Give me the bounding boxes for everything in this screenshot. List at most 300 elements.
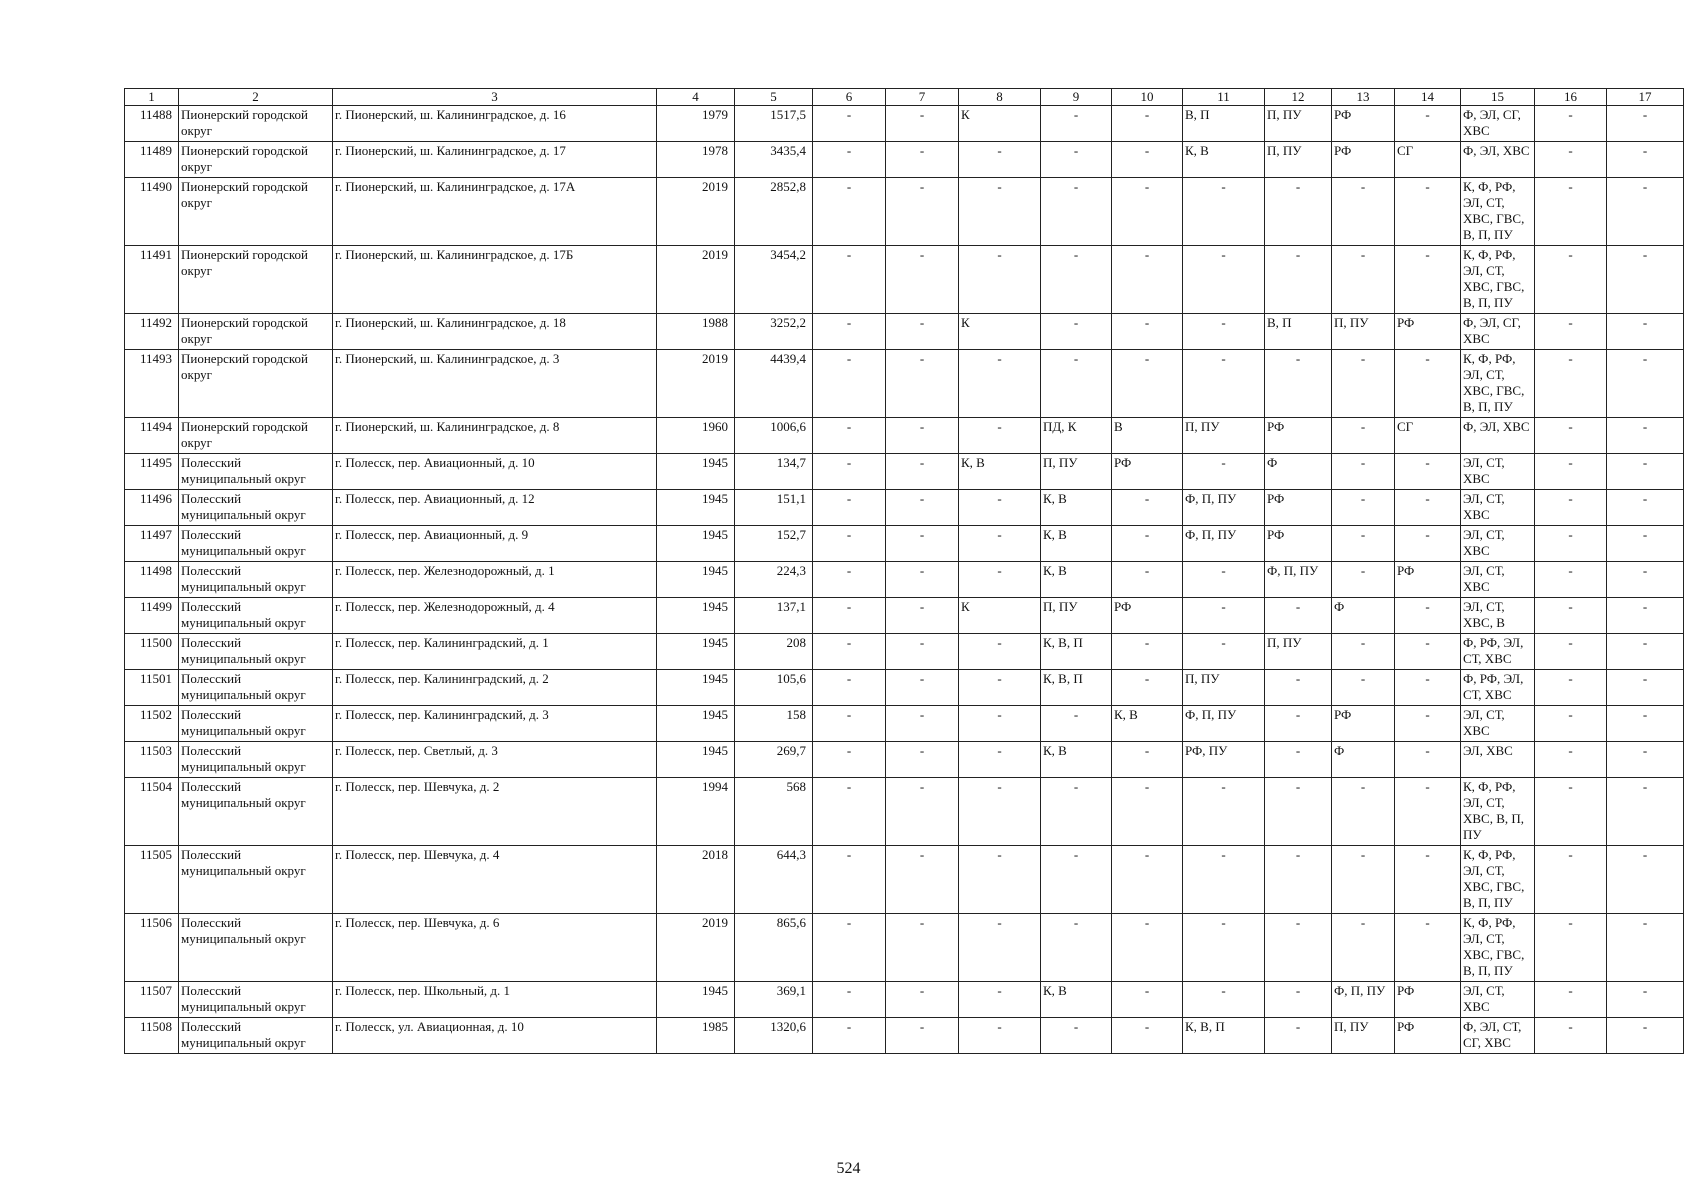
column-header-5: 5 xyxy=(735,89,813,106)
col-8-cell: - xyxy=(959,418,1041,454)
col-8-cell: К xyxy=(959,598,1041,634)
col-17-cell: - xyxy=(1607,742,1684,778)
area-cell: 158 xyxy=(735,706,813,742)
municipality-cell: Полесский муниципальный округ xyxy=(179,846,333,914)
table-row xyxy=(125,106,1684,142)
col-10-cell: - xyxy=(1112,778,1183,846)
col-16-cell: - xyxy=(1535,670,1607,706)
col-12-cell: - xyxy=(1265,246,1332,314)
col-8-cell: К xyxy=(959,106,1041,142)
year-built-cell: 1978 xyxy=(657,142,735,178)
record-number-cell: 11505 xyxy=(125,846,179,914)
col-11-cell: - xyxy=(1183,598,1265,634)
year-built-cell: 1988 xyxy=(657,314,735,350)
record-number-cell: 11506 xyxy=(125,914,179,982)
col-15-cell: Ф, ЭЛ, СГ, ХВС xyxy=(1461,106,1535,142)
col-17-cell: - xyxy=(1607,490,1684,526)
col-8-cell: - xyxy=(959,1018,1041,1054)
year-built-cell: 2019 xyxy=(657,914,735,982)
col-15-cell: Ф, ЭЛ, ХВС xyxy=(1461,142,1535,178)
col-7-cell: - xyxy=(886,526,959,562)
col-15-cell: Ф, ЭЛ, СТ, СГ, ХВС xyxy=(1461,1018,1535,1054)
col-17-cell: - xyxy=(1607,178,1684,246)
col-6-cell: - xyxy=(813,846,886,914)
col-7-cell: - xyxy=(886,314,959,350)
col-10-cell: - xyxy=(1112,634,1183,670)
address-cell: г. Полесск, пер. Калининградский, д. 3 xyxy=(333,706,657,742)
col-10-cell: - xyxy=(1112,982,1183,1018)
table-row xyxy=(125,562,1684,598)
col-15-cell: К, Ф, РФ, ЭЛ, СТ, ХВС, ГВС, В, П, ПУ xyxy=(1461,914,1535,982)
col-8-cell: - xyxy=(959,846,1041,914)
col-7-cell: - xyxy=(886,142,959,178)
col-14-cell: СГ xyxy=(1395,142,1461,178)
column-header-10: 10 xyxy=(1112,89,1183,106)
col-14-cell: РФ xyxy=(1395,314,1461,350)
area-cell: 2852,8 xyxy=(735,178,813,246)
area-cell: 865,6 xyxy=(735,914,813,982)
municipality-cell: Полесский муниципальный округ xyxy=(179,914,333,982)
municipality-cell: Пионерский городской округ xyxy=(179,106,333,142)
year-built-cell: 2019 xyxy=(657,178,735,246)
col-12-cell: В, П xyxy=(1265,314,1332,350)
area-cell: 1320,6 xyxy=(735,1018,813,1054)
col-8-cell: - xyxy=(959,778,1041,846)
area-cell: 269,7 xyxy=(735,742,813,778)
area-cell: 105,6 xyxy=(735,670,813,706)
address-cell: г. Пионерский, ш. Калининградское, д. 18 xyxy=(333,314,657,350)
col-14-cell: РФ xyxy=(1395,562,1461,598)
col-6-cell: - xyxy=(813,142,886,178)
col-7-cell: - xyxy=(886,178,959,246)
address-cell: г. Полесск, пер. Шевчука, д. 2 xyxy=(333,778,657,846)
col-11-cell: - xyxy=(1183,454,1265,490)
col-17-cell: - xyxy=(1607,670,1684,706)
municipality-cell: Пионерский городской округ xyxy=(179,418,333,454)
col-16-cell: - xyxy=(1535,778,1607,846)
col-9-cell: П, ПУ xyxy=(1041,598,1112,634)
area-cell: 3435,4 xyxy=(735,142,813,178)
record-number-cell: 11492 xyxy=(125,314,179,350)
col-13-cell: Ф xyxy=(1332,598,1395,634)
col-17-cell: - xyxy=(1607,982,1684,1018)
col-16-cell: - xyxy=(1535,526,1607,562)
municipality-cell: Полесский муниципальный округ xyxy=(179,634,333,670)
col-12-cell: - xyxy=(1265,742,1332,778)
col-13-cell: РФ xyxy=(1332,142,1395,178)
area-cell: 568 xyxy=(735,778,813,846)
table-row xyxy=(125,454,1684,490)
table-row xyxy=(125,246,1684,314)
address-cell: г. Полесск, пер. Авиационный, д. 10 xyxy=(333,454,657,490)
col-16-cell: - xyxy=(1535,914,1607,982)
year-built-cell: 1994 xyxy=(657,778,735,846)
col-8-cell: - xyxy=(959,634,1041,670)
col-7-cell: - xyxy=(886,350,959,418)
col-12-cell: - xyxy=(1265,1018,1332,1054)
col-17-cell: - xyxy=(1607,706,1684,742)
col-17-cell: - xyxy=(1607,142,1684,178)
col-10-cell: - xyxy=(1112,142,1183,178)
col-10-cell: - xyxy=(1112,670,1183,706)
record-number-cell: 11495 xyxy=(125,454,179,490)
col-6-cell: - xyxy=(813,706,886,742)
municipality-cell: Полесский муниципальный округ xyxy=(179,742,333,778)
col-15-cell: ЭЛ, СТ, ХВС, В xyxy=(1461,598,1535,634)
col-7-cell: - xyxy=(886,246,959,314)
col-9-cell: - xyxy=(1041,778,1112,846)
col-8-cell: - xyxy=(959,246,1041,314)
col-9-cell: - xyxy=(1041,314,1112,350)
record-number-cell: 11496 xyxy=(125,490,179,526)
column-header-16: 16 xyxy=(1535,89,1607,106)
record-number-cell: 11508 xyxy=(125,1018,179,1054)
col-16-cell: - xyxy=(1535,846,1607,914)
col-10-cell: - xyxy=(1112,526,1183,562)
column-header-12: 12 xyxy=(1265,89,1332,106)
municipality-cell: Пионерский городской округ xyxy=(179,246,333,314)
col-12-cell: - xyxy=(1265,670,1332,706)
col-6-cell: - xyxy=(813,350,886,418)
col-6-cell: - xyxy=(813,914,886,982)
col-8-cell: - xyxy=(959,142,1041,178)
record-number-cell: 11498 xyxy=(125,562,179,598)
col-16-cell: - xyxy=(1535,562,1607,598)
column-header-6: 6 xyxy=(813,89,886,106)
col-13-cell: Ф xyxy=(1332,742,1395,778)
year-built-cell: 1945 xyxy=(657,454,735,490)
col-15-cell: ЭЛ, СТ, ХВС xyxy=(1461,982,1535,1018)
col-13-cell: - xyxy=(1332,526,1395,562)
address-cell: г. Полесск, пер. Авиационный, д. 9 xyxy=(333,526,657,562)
table-row xyxy=(125,742,1684,778)
address-cell: г. Полесск, пер. Шевчука, д. 6 xyxy=(333,914,657,982)
col-11-cell: - xyxy=(1183,778,1265,846)
col-6-cell: - xyxy=(813,742,886,778)
col-9-cell: К, В, П xyxy=(1041,670,1112,706)
col-9-cell: К, В xyxy=(1041,982,1112,1018)
col-7-cell: - xyxy=(886,846,959,914)
col-9-cell: - xyxy=(1041,106,1112,142)
col-15-cell: ЭЛ, СТ, ХВС xyxy=(1461,706,1535,742)
col-11-cell: - xyxy=(1183,314,1265,350)
col-16-cell: - xyxy=(1535,106,1607,142)
col-7-cell: - xyxy=(886,562,959,598)
header-row xyxy=(125,89,1684,106)
col-10-cell: - xyxy=(1112,106,1183,142)
col-11-cell: - xyxy=(1183,846,1265,914)
col-7-cell: - xyxy=(886,106,959,142)
col-15-cell: ЭЛ, СТ, ХВС xyxy=(1461,490,1535,526)
address-cell: г. Полесск, ул. Авиационная, д. 10 xyxy=(333,1018,657,1054)
col-17-cell: - xyxy=(1607,526,1684,562)
column-header-9: 9 xyxy=(1041,89,1112,106)
col-11-cell: РФ, ПУ xyxy=(1183,742,1265,778)
column-header-4: 4 xyxy=(657,89,735,106)
area-cell: 134,7 xyxy=(735,454,813,490)
table-row xyxy=(125,982,1684,1018)
col-16-cell: - xyxy=(1535,142,1607,178)
column-header-17: 17 xyxy=(1607,89,1684,106)
col-12-cell: - xyxy=(1265,706,1332,742)
col-7-cell: - xyxy=(886,418,959,454)
col-6-cell: - xyxy=(813,178,886,246)
col-7-cell: - xyxy=(886,742,959,778)
col-16-cell: - xyxy=(1535,706,1607,742)
col-11-cell: - xyxy=(1183,350,1265,418)
table-row xyxy=(125,634,1684,670)
col-15-cell: К, Ф, РФ, ЭЛ, СТ, ХВС, В, П, ПУ xyxy=(1461,778,1535,846)
col-6-cell: - xyxy=(813,778,886,846)
col-12-cell: - xyxy=(1265,778,1332,846)
col-8-cell: - xyxy=(959,490,1041,526)
col-16-cell: - xyxy=(1535,246,1607,314)
col-14-cell: - xyxy=(1395,778,1461,846)
area-cell: 151,1 xyxy=(735,490,813,526)
col-12-cell: РФ xyxy=(1265,418,1332,454)
year-built-cell: 2019 xyxy=(657,246,735,314)
col-16-cell: - xyxy=(1535,634,1607,670)
col-9-cell: - xyxy=(1041,142,1112,178)
col-13-cell: - xyxy=(1332,670,1395,706)
col-11-cell: - xyxy=(1183,982,1265,1018)
col-10-cell: - xyxy=(1112,742,1183,778)
col-15-cell: К, Ф, РФ, ЭЛ, СТ, ХВС, ГВС, В, П, ПУ xyxy=(1461,178,1535,246)
col-13-cell: - xyxy=(1332,454,1395,490)
address-cell: г. Пионерский, ш. Калининградское, д. 3 xyxy=(333,350,657,418)
col-9-cell: П, ПУ xyxy=(1041,454,1112,490)
col-14-cell: - xyxy=(1395,246,1461,314)
col-16-cell: - xyxy=(1535,742,1607,778)
table-row xyxy=(125,846,1684,914)
municipality-cell: Полесский муниципальный округ xyxy=(179,598,333,634)
col-8-cell: - xyxy=(959,562,1041,598)
col-8-cell: - xyxy=(959,350,1041,418)
col-12-cell: - xyxy=(1265,598,1332,634)
col-10-cell: - xyxy=(1112,914,1183,982)
year-built-cell: 1945 xyxy=(657,742,735,778)
column-header-13: 13 xyxy=(1332,89,1395,106)
col-11-cell: Ф, П, ПУ xyxy=(1183,706,1265,742)
col-10-cell: - xyxy=(1112,846,1183,914)
col-16-cell: - xyxy=(1535,314,1607,350)
col-9-cell: К, В xyxy=(1041,490,1112,526)
record-number-cell: 11491 xyxy=(125,246,179,314)
col-13-cell: - xyxy=(1332,350,1395,418)
table-row xyxy=(125,778,1684,846)
area-cell: 137,1 xyxy=(735,598,813,634)
municipality-cell: Полесский муниципальный округ xyxy=(179,670,333,706)
col-14-cell: - xyxy=(1395,742,1461,778)
municipality-cell: Полесский муниципальный округ xyxy=(179,526,333,562)
col-6-cell: - xyxy=(813,634,886,670)
col-13-cell: - xyxy=(1332,914,1395,982)
col-14-cell: - xyxy=(1395,454,1461,490)
col-10-cell: РФ xyxy=(1112,454,1183,490)
col-11-cell: - xyxy=(1183,178,1265,246)
address-cell: г. Полесск, пер. Авиационный, д. 12 xyxy=(333,490,657,526)
col-7-cell: - xyxy=(886,490,959,526)
year-built-cell: 1945 xyxy=(657,706,735,742)
table-row xyxy=(125,142,1684,178)
col-6-cell: - xyxy=(813,246,886,314)
col-13-cell: - xyxy=(1332,490,1395,526)
address-cell: г. Пионерский, ш. Калининградское, д. 17 xyxy=(333,142,657,178)
register-sheet xyxy=(124,88,1684,1054)
col-16-cell: - xyxy=(1535,1018,1607,1054)
col-8-cell: - xyxy=(959,914,1041,982)
col-14-cell: - xyxy=(1395,914,1461,982)
record-number-cell: 11500 xyxy=(125,634,179,670)
area-cell: 208 xyxy=(735,634,813,670)
col-10-cell: В xyxy=(1112,418,1183,454)
col-15-cell: Ф, РФ, ЭЛ, СТ, ХВС xyxy=(1461,634,1535,670)
area-cell: 644,3 xyxy=(735,846,813,914)
col-9-cell: - xyxy=(1041,246,1112,314)
col-17-cell: - xyxy=(1607,914,1684,982)
column-header-14: 14 xyxy=(1395,89,1461,106)
col-14-cell: - xyxy=(1395,598,1461,634)
municipality-cell: Полесский муниципальный округ xyxy=(179,706,333,742)
col-14-cell: - xyxy=(1395,178,1461,246)
col-12-cell: Ф, П, ПУ xyxy=(1265,562,1332,598)
col-14-cell: - xyxy=(1395,670,1461,706)
col-7-cell: - xyxy=(886,1018,959,1054)
col-10-cell: - xyxy=(1112,178,1183,246)
col-12-cell: П, ПУ xyxy=(1265,634,1332,670)
col-13-cell: - xyxy=(1332,246,1395,314)
address-cell: г. Полесск, пер. Шевчука, д. 4 xyxy=(333,846,657,914)
col-6-cell: - xyxy=(813,106,886,142)
col-17-cell: - xyxy=(1607,1018,1684,1054)
col-7-cell: - xyxy=(886,982,959,1018)
col-7-cell: - xyxy=(886,670,959,706)
col-12-cell: РФ xyxy=(1265,526,1332,562)
col-16-cell: - xyxy=(1535,982,1607,1018)
year-built-cell: 1985 xyxy=(657,1018,735,1054)
col-9-cell: - xyxy=(1041,706,1112,742)
column-header-11: 11 xyxy=(1183,89,1265,106)
col-6-cell: - xyxy=(813,562,886,598)
municipality-cell: Пионерский городской округ xyxy=(179,350,333,418)
col-7-cell: - xyxy=(886,914,959,982)
col-12-cell: Ф xyxy=(1265,454,1332,490)
col-13-cell: П, ПУ xyxy=(1332,314,1395,350)
record-number-cell: 11507 xyxy=(125,982,179,1018)
col-12-cell: - xyxy=(1265,846,1332,914)
col-15-cell: Ф, РФ, ЭЛ, СТ, ХВС xyxy=(1461,670,1535,706)
col-17-cell: - xyxy=(1607,106,1684,142)
col-6-cell: - xyxy=(813,314,886,350)
address-cell: г. Пионерский, ш. Калининградское, д. 17Б xyxy=(333,246,657,314)
area-cell: 224,3 xyxy=(735,562,813,598)
col-9-cell: К, В xyxy=(1041,562,1112,598)
record-number-cell: 11489 xyxy=(125,142,179,178)
col-10-cell: - xyxy=(1112,1018,1183,1054)
municipality-cell: Полесский муниципальный округ xyxy=(179,562,333,598)
area-cell: 4439,4 xyxy=(735,350,813,418)
municipality-cell: Полесский муниципальный округ xyxy=(179,490,333,526)
col-17-cell: - xyxy=(1607,314,1684,350)
record-number-cell: 11490 xyxy=(125,178,179,246)
area-cell: 152,7 xyxy=(735,526,813,562)
col-7-cell: - xyxy=(886,598,959,634)
col-15-cell: К, Ф, РФ, ЭЛ, СТ, ХВС, ГВС, В, П, ПУ xyxy=(1461,350,1535,418)
record-number-cell: 11497 xyxy=(125,526,179,562)
col-13-cell: - xyxy=(1332,778,1395,846)
municipality-cell: Полесский муниципальный округ xyxy=(179,982,333,1018)
col-16-cell: - xyxy=(1535,350,1607,418)
record-number-cell: 11501 xyxy=(125,670,179,706)
col-17-cell: - xyxy=(1607,846,1684,914)
col-8-cell: К, В xyxy=(959,454,1041,490)
col-10-cell: РФ xyxy=(1112,598,1183,634)
col-12-cell: РФ xyxy=(1265,490,1332,526)
record-number-cell: 11504 xyxy=(125,778,179,846)
table-row xyxy=(125,1018,1684,1054)
col-6-cell: - xyxy=(813,1018,886,1054)
col-8-cell: - xyxy=(959,526,1041,562)
col-9-cell: К, В xyxy=(1041,742,1112,778)
col-14-cell: - xyxy=(1395,526,1461,562)
col-16-cell: - xyxy=(1535,598,1607,634)
col-15-cell: Ф, ЭЛ, СГ, ХВС xyxy=(1461,314,1535,350)
col-8-cell: К xyxy=(959,314,1041,350)
col-12-cell: П, ПУ xyxy=(1265,142,1332,178)
col-12-cell: - xyxy=(1265,350,1332,418)
col-9-cell: - xyxy=(1041,914,1112,982)
table-row xyxy=(125,526,1684,562)
address-cell: г. Полесск, пер. Калининградский, д. 1 xyxy=(333,634,657,670)
col-14-cell: - xyxy=(1395,846,1461,914)
record-number-cell: 11502 xyxy=(125,706,179,742)
col-17-cell: - xyxy=(1607,418,1684,454)
year-built-cell: 2018 xyxy=(657,846,735,914)
year-built-cell: 2019 xyxy=(657,350,735,418)
address-cell: г. Пионерский, ш. Калининградское, д. 17А xyxy=(333,178,657,246)
address-cell: г. Пионерский, ш. Калининградское, д. 8 xyxy=(333,418,657,454)
col-9-cell: К, В, П xyxy=(1041,634,1112,670)
column-header-15: 15 xyxy=(1461,89,1535,106)
col-14-cell: СГ xyxy=(1395,418,1461,454)
col-17-cell: - xyxy=(1607,350,1684,418)
col-14-cell: - xyxy=(1395,706,1461,742)
address-cell: г. Полесск, пер. Школьный, д. 1 xyxy=(333,982,657,1018)
col-13-cell: П, ПУ xyxy=(1332,1018,1395,1054)
col-14-cell: - xyxy=(1395,350,1461,418)
address-cell: г. Полесск, пер. Светлый, д. 3 xyxy=(333,742,657,778)
col-15-cell: К, Ф, РФ, ЭЛ, СТ, ХВС, ГВС, В, П, ПУ xyxy=(1461,846,1535,914)
col-6-cell: - xyxy=(813,670,886,706)
col-11-cell: К, В, П xyxy=(1183,1018,1265,1054)
year-built-cell: 1945 xyxy=(657,562,735,598)
col-11-cell: - xyxy=(1183,562,1265,598)
record-number-cell: 11494 xyxy=(125,418,179,454)
table-row xyxy=(125,598,1684,634)
col-9-cell: К, В xyxy=(1041,526,1112,562)
col-9-cell: - xyxy=(1041,178,1112,246)
col-16-cell: - xyxy=(1535,418,1607,454)
col-14-cell: - xyxy=(1395,106,1461,142)
col-6-cell: - xyxy=(813,982,886,1018)
col-16-cell: - xyxy=(1535,490,1607,526)
col-9-cell: ПД, К xyxy=(1041,418,1112,454)
col-10-cell: - xyxy=(1112,246,1183,314)
col-11-cell: - xyxy=(1183,246,1265,314)
col-8-cell: - xyxy=(959,982,1041,1018)
col-7-cell: - xyxy=(886,778,959,846)
year-built-cell: 1945 xyxy=(657,982,735,1018)
